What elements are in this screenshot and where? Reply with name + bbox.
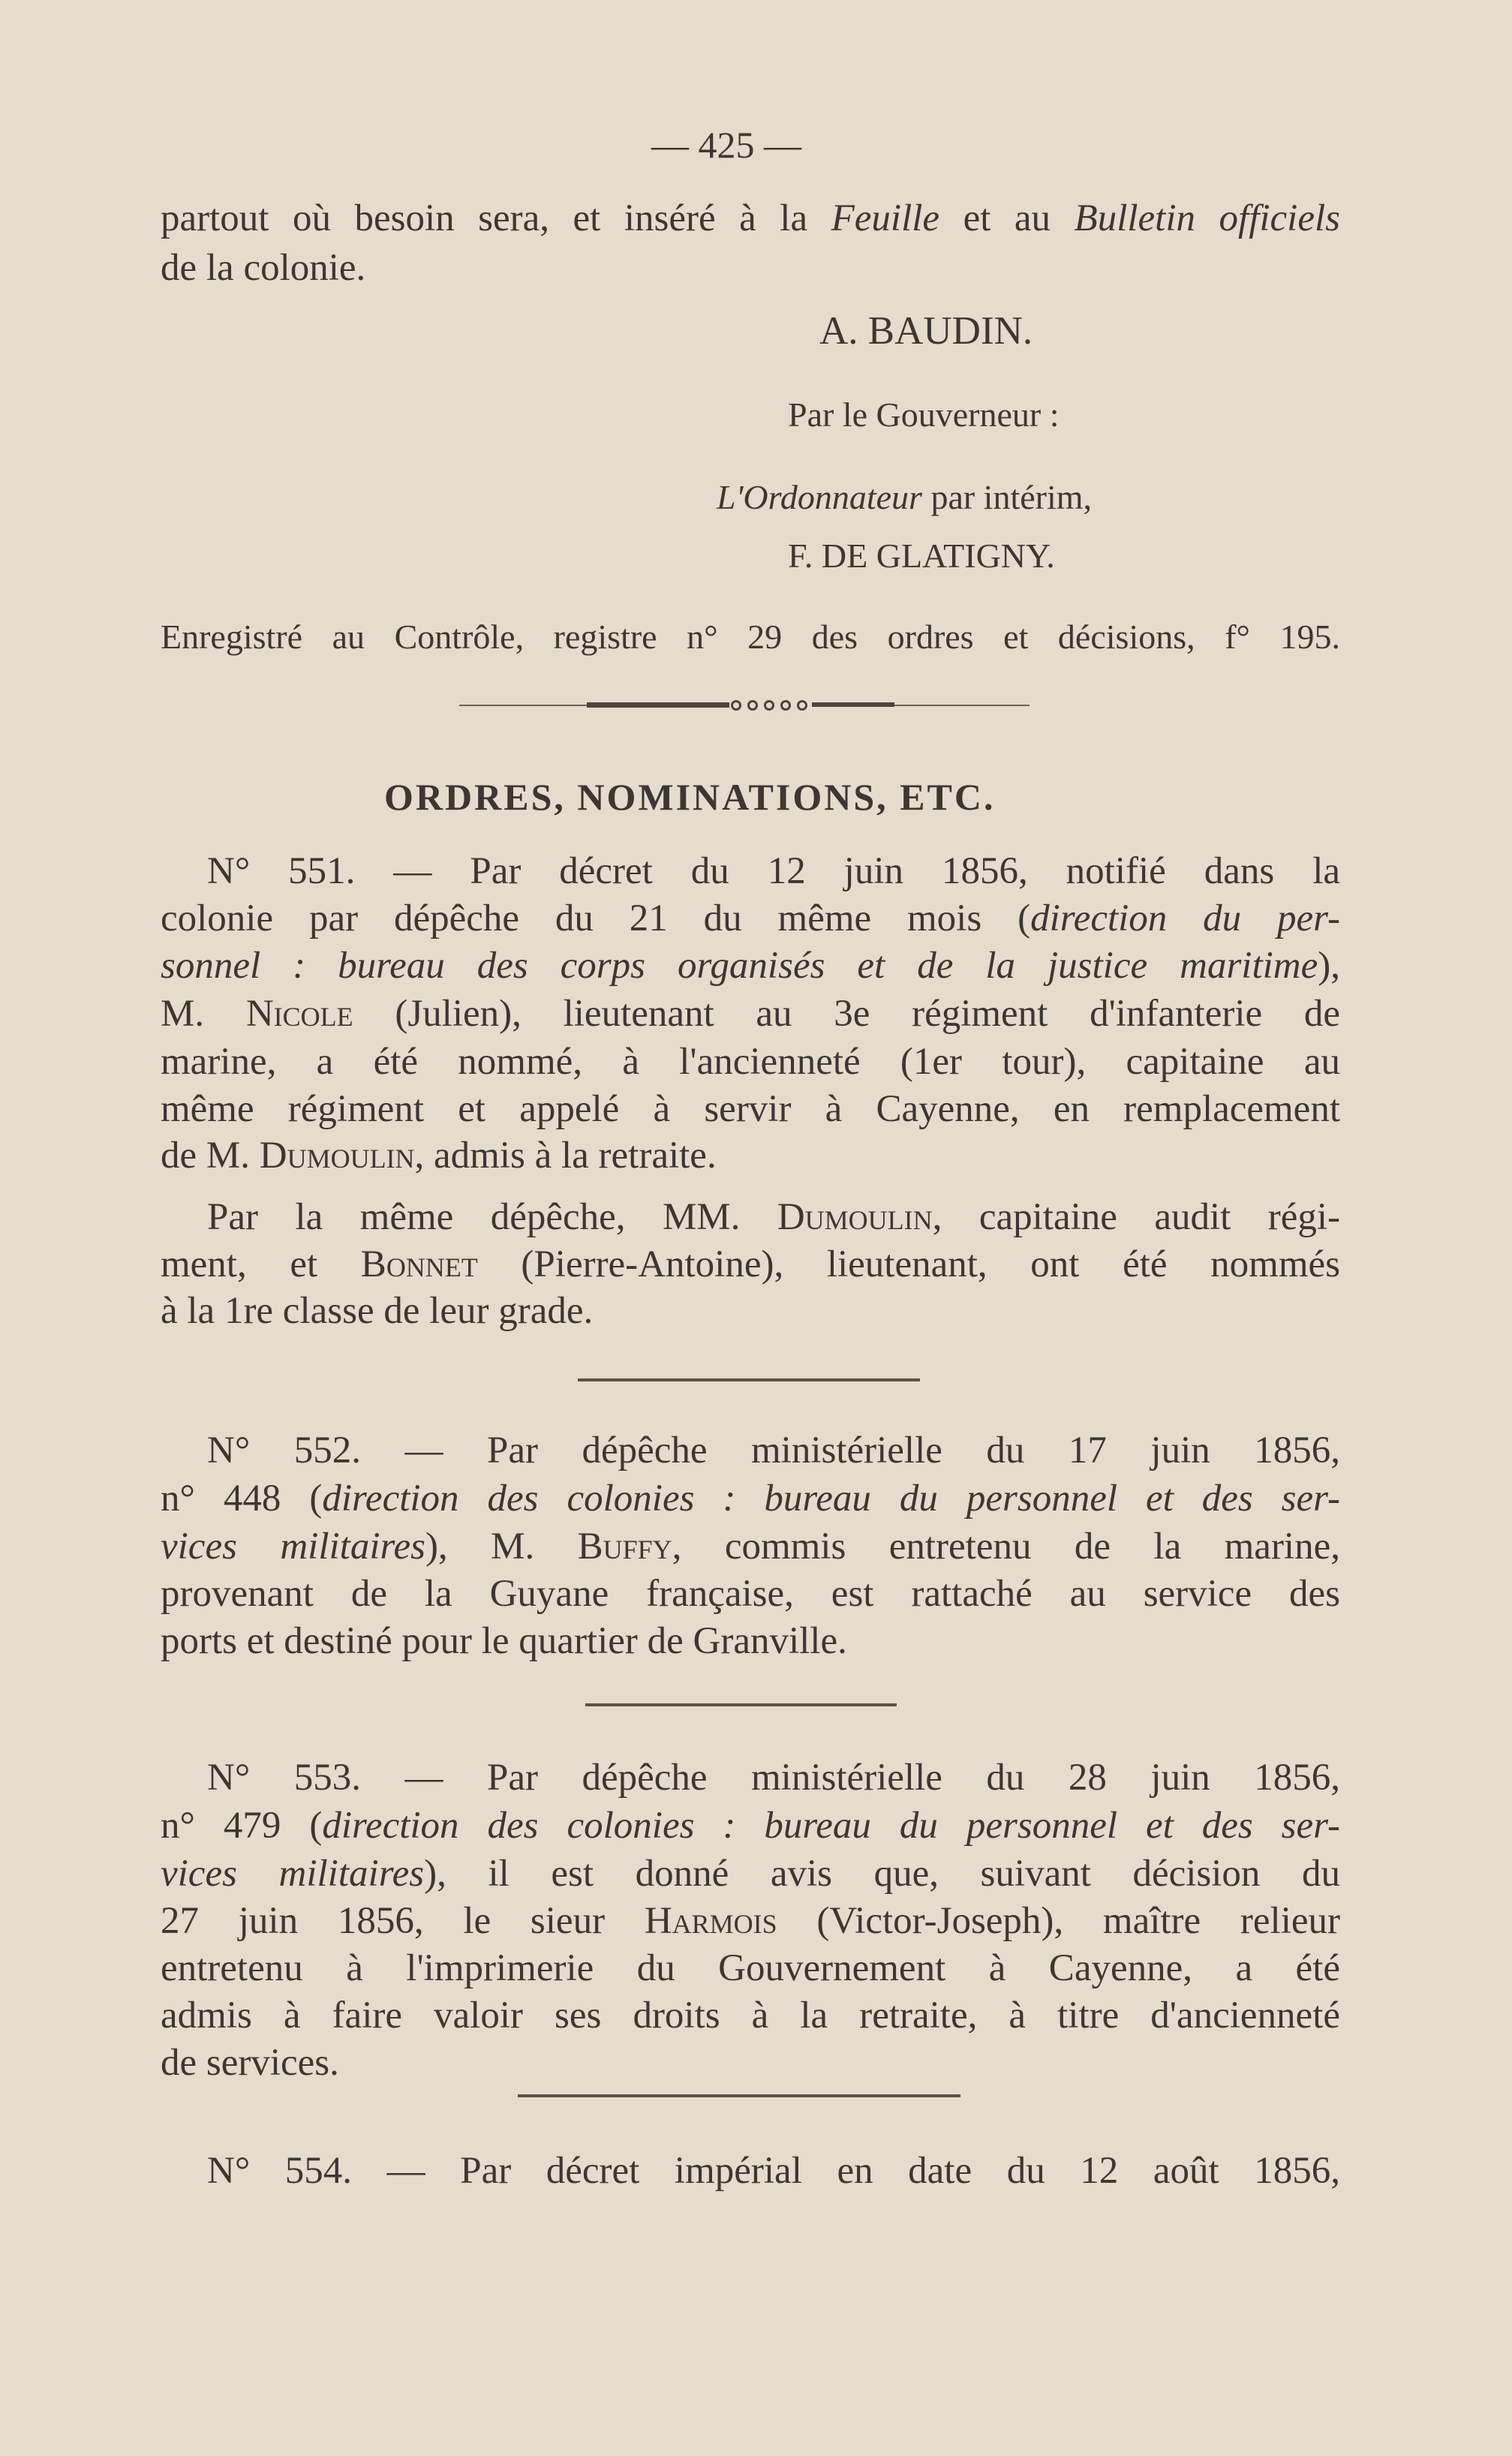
n554-line-1: N° 554. — Par décret impérial en date du 12 août 1856, [207, 2150, 1340, 2192]
n552-text: n° 448 ( [161, 1478, 323, 1520]
n551-text: , admis à la retraite. [414, 1135, 717, 1177]
n551-text: colonie par dépêche du 21 du même mois ( [161, 897, 1031, 939]
n552-direction: direction des colonies : bureau du personnel et des ser- [322, 1478, 1340, 1520]
separator-rule [518, 2094, 960, 2097]
n553-line-2 [161, 1807, 1340, 1845]
page-number: — 425 — [651, 124, 801, 166]
n551-p2-line-3: à la 1re classe de leur grade. [161, 1290, 594, 1332]
n551-line-1: N° 551. — Par décret du 12 juin 1856, notifié dans la [207, 850, 1340, 892]
n551-text: ment, et [161, 1243, 361, 1285]
n551-p2-line-1 [207, 1198, 1340, 1237]
n551-text: (Julien), lieutenant au 3e régiment d'infanterie de [353, 993, 1340, 1035]
n551-text: ), [1318, 945, 1340, 987]
person-name: Nicole [245, 993, 353, 1035]
n551-line-7 [161, 1137, 717, 1175]
n552-line-1: N° 552. — Par dépêche ministérielle du 17 juin 1856, [207, 1429, 1340, 1471]
n553-line-3 [161, 1855, 1340, 1893]
intro-line-2: de la colonie. [161, 247, 366, 289]
n552-services: vices militaires [161, 1526, 425, 1568]
n553-text: (Victor-Joseph), maître relieur [777, 1900, 1341, 1942]
signature-name: A. BAUDIN. [819, 309, 1033, 353]
countersign: F. DE GLATIGNY. [788, 537, 1055, 575]
n553-text: ), il est donné avis que, suivant décision du [424, 1853, 1341, 1895]
n553-services: vices militaires [161, 1853, 425, 1895]
person-name: Dumoulin [777, 1196, 933, 1238]
person-name: Bonnet [360, 1243, 478, 1285]
n553-line-5: entretenu à l'imprimerie du Gouvernement à Cayenne, a été [161, 1947, 1340, 1989]
n552-text: ), M. [425, 1526, 578, 1568]
n551-line-2 [161, 897, 1340, 939]
n553-text: n° 479 ( [161, 1805, 323, 1847]
n553-line-4 [161, 1902, 1340, 1940]
section-title: ORDRES, NOMINATIONS, ETC. [384, 776, 996, 818]
n552-text: , commis entretenu de la marine, [672, 1526, 1340, 1568]
intro-text: et au [939, 197, 1075, 239]
person-name: Buffy [577, 1526, 672, 1568]
registration-note: Enregistré au Contrôle, registre n° 29 des ordres et décisions, f° 195. [161, 618, 1340, 656]
n553-line-1: N° 553. — Par dépêche ministérielle du 28 juin 1856, [207, 1757, 1340, 1799]
separator-rule [578, 1378, 920, 1381]
n553-text: 27 juin 1856, le sieur [161, 1900, 645, 1942]
bulletin-title: Bulletin officiels [1074, 197, 1340, 239]
n551-line-3 [161, 947, 1340, 985]
n552-line-3 [161, 1528, 1340, 1566]
intro-line-1 [161, 197, 1340, 239]
n553-direction: direction des colonies : bureau du personnel et des ser- [322, 1805, 1340, 1847]
n552-line-5: ports et destiné pour le quartier de Granville. [161, 1620, 847, 1662]
n551-line-5: marine, a été nommé, à l'ancienneté (1er tour), capitaine au [161, 1041, 1340, 1083]
separator-rule [585, 1703, 897, 1706]
n551-bureau: sonnel : bureau des corps organisés et de la justice maritime [161, 945, 1318, 987]
n551-text: de M. [161, 1135, 260, 1177]
n551-text: Par la même dépêche, MM. [207, 1196, 777, 1238]
person-name: Harmois [644, 1900, 777, 1942]
n551-line-6: même régiment et appelé à servir à Cayenne, en remplacement [161, 1088, 1340, 1130]
n551-line-4 [161, 995, 1340, 1033]
n552-line-2 [161, 1480, 1340, 1518]
n551-p2-line-2 [161, 1243, 1340, 1285]
ordonnateur-line [717, 480, 1092, 515]
n551-text: (Pierre-Antoine), lieutenant, ont été nommés [477, 1243, 1340, 1285]
n553-line-7: de services. [161, 2042, 339, 2084]
intro-text: partout où besoin sera, et inséré à la [161, 197, 831, 239]
ordonnateur-text: par intérim, [921, 478, 1093, 516]
n552-line-4: provenant de la Guyane française, est rattaché au service des [161, 1573, 1340, 1615]
by-governor: Par le Gouverneur : [788, 395, 1060, 434]
person-name: Dumoulin [259, 1135, 415, 1177]
ornament-divider [459, 698, 1030, 713]
n551-text: M. [161, 993, 246, 1035]
feuille-title: Feuille [831, 197, 940, 239]
n551-text: , capitaine audit régi- [932, 1196, 1340, 1238]
n553-line-6: admis à faire valoir ses droits à la retraite, à titre d'ancienneté [161, 1995, 1340, 2037]
n551-direction: direction du per- [1030, 897, 1340, 939]
ordonnateur-label: L'Ordonnateur [717, 478, 922, 516]
